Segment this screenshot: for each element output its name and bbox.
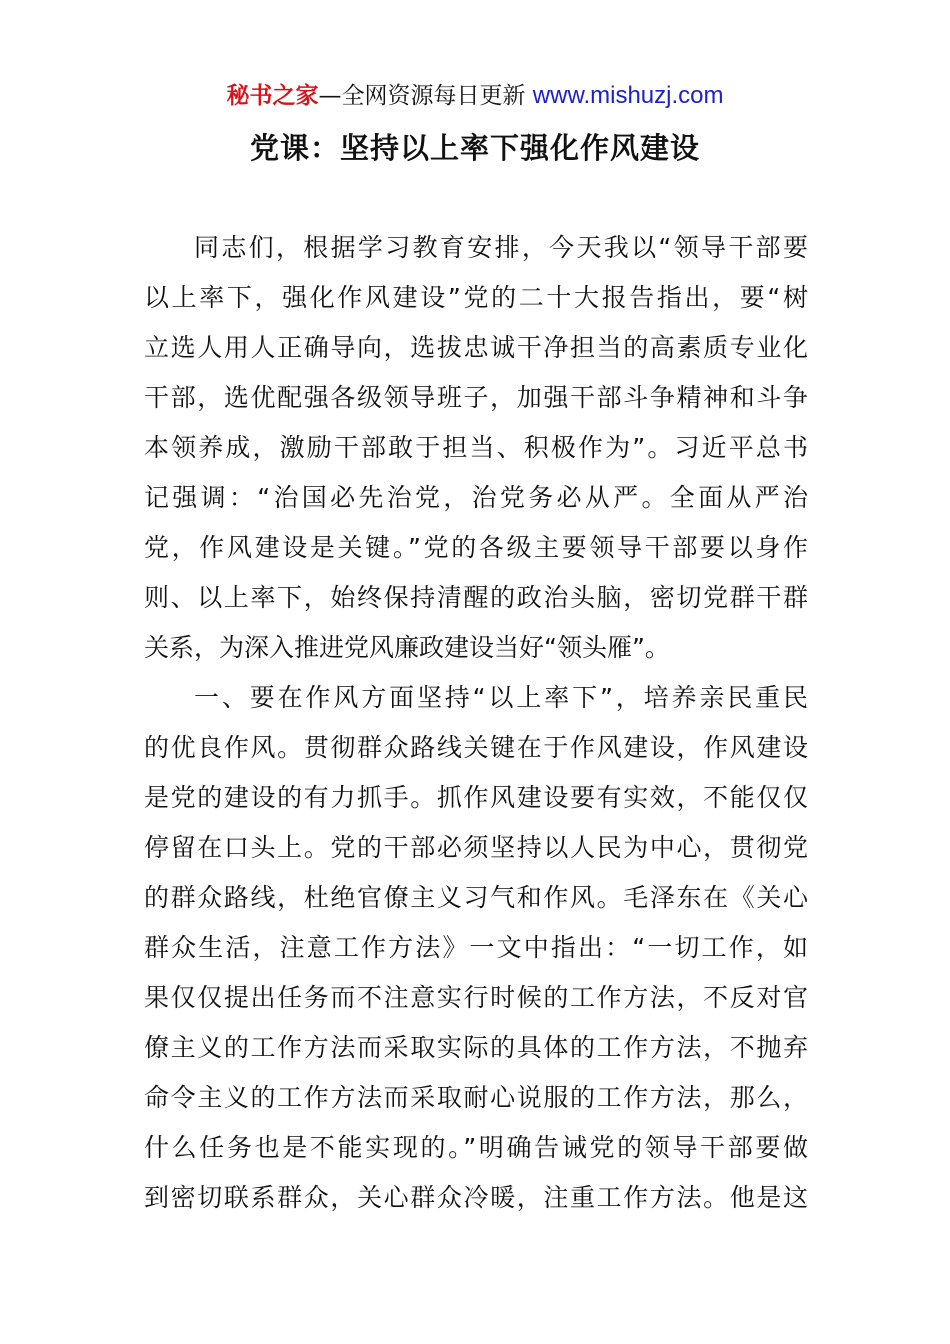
text-line: 立选人用人正确导向，选拔忠诚干净担当的高素质专业化	[144, 333, 808, 362]
text-line: 是党的建设的有力抓手。抓作风建设要有实效，不能仅仅	[144, 783, 808, 812]
text-line: 则、以上率下，始终保持清醒的政治头脑，密切党群干群	[144, 583, 808, 612]
text-line: 同志们，根据学习教育安排，今天我以“领导干部要	[194, 233, 808, 262]
site-url[interactable]: www.mishuzj.com	[532, 82, 724, 109]
text-line: 党，作风建设是关键。”党的各级主要领导干部要以身作	[144, 533, 808, 562]
text-line: 什么任务也是不能实现的。”明确告诫党的领导干部要做	[144, 1133, 808, 1162]
document-body	[144, 223, 808, 1223]
text-line: 的优良作风。贯彻群众路线关键在于作风建设，作风建设	[144, 733, 808, 762]
text-line: 干部，选优配强各级领导班子，加强干部斗争精神和斗争	[144, 383, 808, 412]
text-line: 以上率下，强化作风建设”党的二十大报告指出，要“树	[144, 283, 808, 312]
text-line: 本领养成，激励干部敢于担当、积极作为”。习近平总书	[144, 433, 808, 462]
document-title: 党课：坚持以上率下强化作风建设	[249, 131, 700, 165]
text-line: 的群众路线，杜绝官僚主义习气和作风。毛泽东在《关心	[144, 883, 808, 912]
header-slogan: —全网资源每日更新	[318, 83, 533, 109]
text-line: 果仅仅提出任务而不注意实行时候的工作方法，不反对官	[144, 983, 808, 1012]
text-line: 命令主义的工作方法而采取耐心说服的工作方法，那么，	[144, 1083, 808, 1112]
text-line: 记强调：“治国必先治党，治党务必从严。全面从严治	[144, 483, 808, 512]
text-line: 停留在口头上。党的干部必须坚持以人民为中心，贯彻党	[144, 833, 808, 862]
site-header	[0, 80, 950, 112]
text-line: 到密切联系群众，关心群众冷暖，注重工作方法。他是这	[144, 1183, 808, 1212]
text-line: 关系，为深入推进党风廉政建设当好“领头雁”。	[144, 633, 670, 662]
brand-name: 秘书之家	[226, 83, 319, 109]
section-heading-line: 一、要在作风方面坚持“以上率下”，培养亲民重民	[194, 683, 808, 712]
text-line: 群众生活，注意工作方法》一文中指出：“一切工作，如	[144, 933, 808, 962]
text-line: 僚主义的工作方法而采取实际的具体的工作方法，不抛弃	[144, 1033, 808, 1062]
